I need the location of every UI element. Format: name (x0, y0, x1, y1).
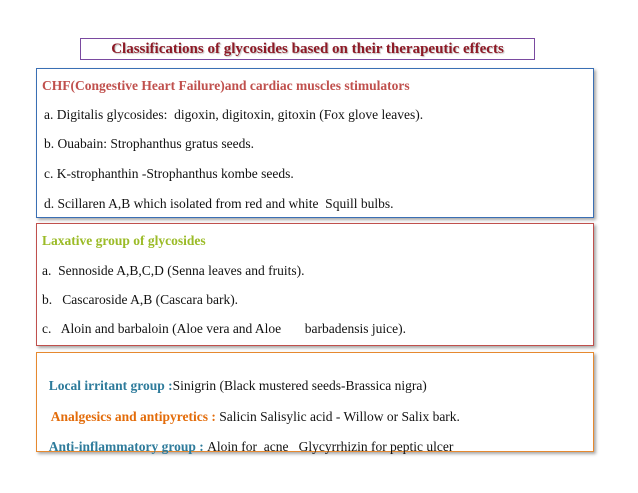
anti-inflammatory-line (42, 423, 453, 455)
title-box (80, 38, 535, 60)
laxative-item-a: a. Sennoside A,B,C,D (Senna leaves and fruits). (42, 263, 305, 278)
cardiac-item-d: d. Scillaren A,B which isolated from red and white Squill bulbs. (44, 196, 394, 211)
cardiac-item-b: b. Ouabain: Strophanthus gratus seeds. (44, 136, 254, 151)
cardiac-item-a: a. Digitalis glycosides: digoxin, digitoxin, gitoxin (Fox glove leaves). (44, 107, 424, 122)
analgesics-text: Salicin Salisylic acid - Willow or Salix bark. (219, 409, 460, 424)
local-irritant-text: Sinigrin (Black mustered seeds-Brassica nigra) (172, 378, 427, 393)
laxative-item-c: c. Aloin and barbaloin (Aloe vera and Aloe barbadensis juice). (42, 321, 407, 336)
page-title: Classifications of glycosides based on their therapeutic effects (111, 40, 504, 57)
anti-inflammatory-text: Aloin for acne Glycyrrhizin for peptic ulcer (207, 439, 454, 454)
laxative-heading: Laxative group of glycosides (42, 233, 206, 248)
cardiac-heading: CHF(Congestive Heart Failure)and cardiac muscles stimulators (42, 78, 410, 93)
laxative-item-b: b. Cascaroside A,B (Cascara bark). (42, 292, 239, 307)
local-irritant-label: Local irritant group : (48, 378, 173, 393)
analgesics-line (44, 393, 460, 425)
cardiac-item-c: c. K-strophanthin -Strophanthus kombe seeds. (44, 166, 294, 181)
local-irritant-line (42, 362, 427, 394)
analgesics-label: Analgesics and antipyretics : (50, 409, 220, 424)
anti-inflammatory-label: Anti-inflammatory group : (48, 439, 208, 454)
